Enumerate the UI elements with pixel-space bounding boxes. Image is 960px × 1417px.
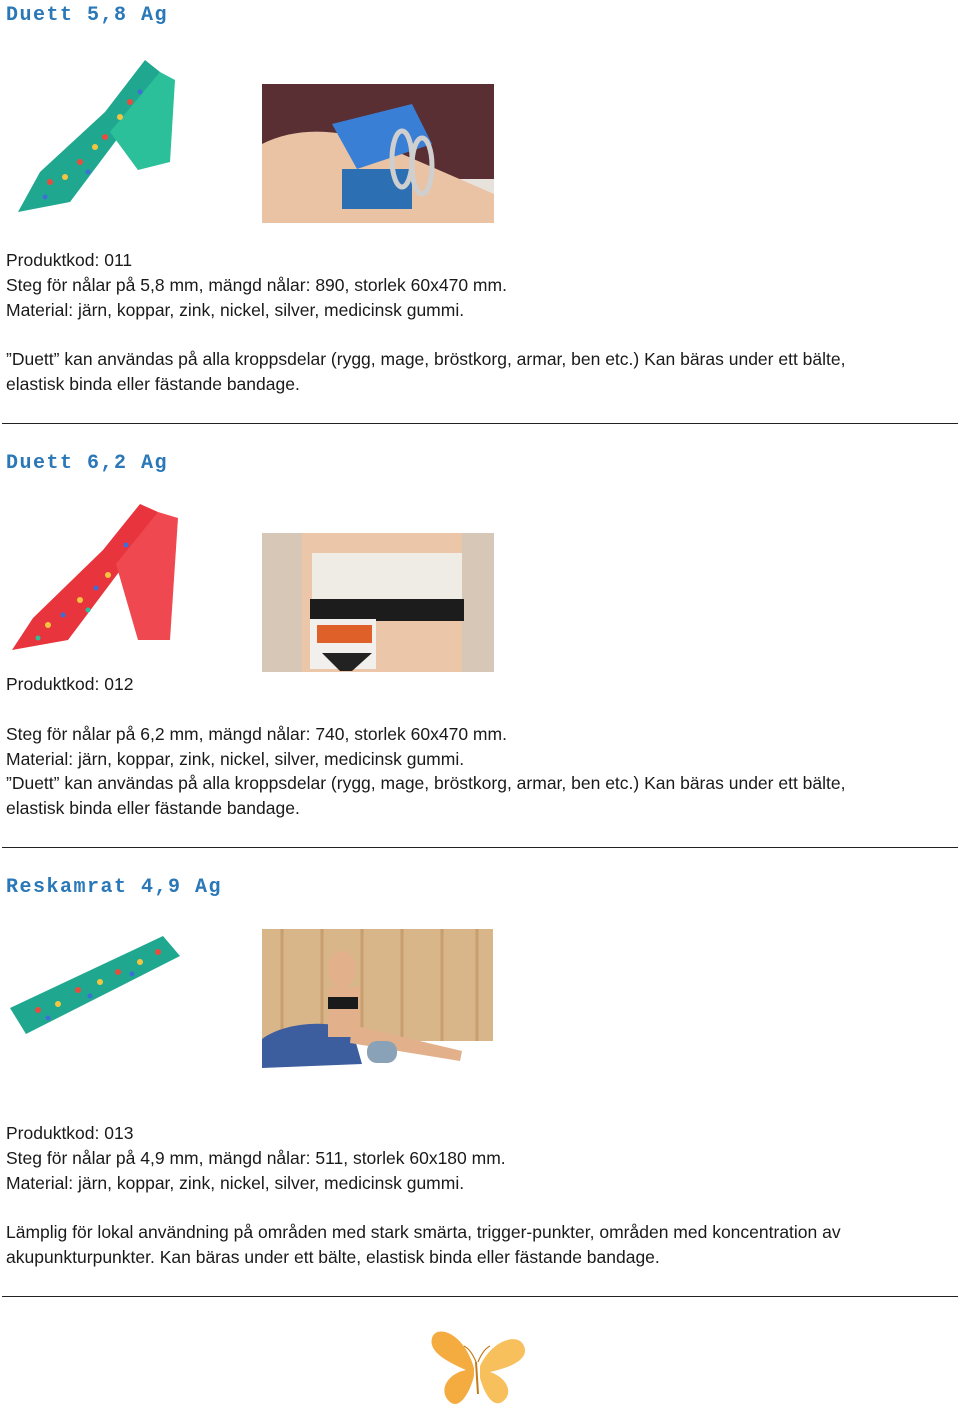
- product-material: Material: järn, koppar, zink, nickel, silver, medicinsk gummi.: [6, 749, 465, 769]
- product-photo-usage: [262, 929, 493, 1068]
- section-divider: [2, 1296, 958, 1297]
- product-description-line-2: elastisk binda eller fästande bandage.: [6, 374, 300, 394]
- product-material: Material: järn, koppar, zink, nickel, silver, medicinsk gummi.: [6, 1173, 465, 1193]
- product-description-line-1: ”Duett” kan användas på alla kroppsdelar (rygg, mage, bröstkorg, armar, ben etc.) Kan bäras under ett bälte,: [6, 773, 846, 793]
- product-description-line-2: elastisk binda eller fästande bandage.: [6, 798, 300, 818]
- product-title: Duett 6,2 Ag: [6, 452, 169, 475]
- product-code: Produktkod: 012: [6, 674, 134, 694]
- product-code: Produktkod: 011: [6, 250, 133, 270]
- product-description-line-1: ”Duett” kan användas på alla kroppsdelar (rygg, mage, bröstkorg, armar, ben etc.) Kan bäras under ett bälte,: [6, 349, 846, 369]
- product-image-mat: [8, 500, 183, 668]
- product-spec: Steg för nålar på 5,8 mm, mängd nålar: 890, storlek 60x470 mm.: [6, 275, 507, 295]
- product-title: Reskamrat 4,9 Ag: [6, 876, 223, 899]
- product-spec: Steg för nålar på 4,9 mm, mängd nålar: 511, storlek 60x180 mm.: [6, 1148, 506, 1168]
- product-material: Material: järn, koppar, zink, nickel, silver, medicinsk gummi.: [6, 300, 465, 320]
- section-divider: [2, 847, 958, 848]
- product-description-line-1: Lämplig för lokal användning på områden med stark smärta, trigger-punkter, områden med koncentration av: [6, 1222, 841, 1242]
- product-description-line-2: akupunkturpunkter. Kan bäras under ett bälte, elastisk binda eller fästande bandage.: [6, 1247, 660, 1267]
- product-spec: Steg för nålar på 6,2 mm, mängd nålar: 740, storlek 60x470 mm.: [6, 724, 507, 744]
- section-divider: [2, 423, 958, 424]
- product-photo-usage: [262, 533, 494, 672]
- butterfly-logo-icon: [426, 1322, 530, 1412]
- product-title: Duett 5,8 Ag: [6, 4, 169, 27]
- product-code: Produktkod: 013: [6, 1123, 134, 1143]
- product-photo-usage: [262, 84, 494, 223]
- product-image-mat: [10, 52, 180, 227]
- product-image-mat: [8, 930, 183, 1040]
